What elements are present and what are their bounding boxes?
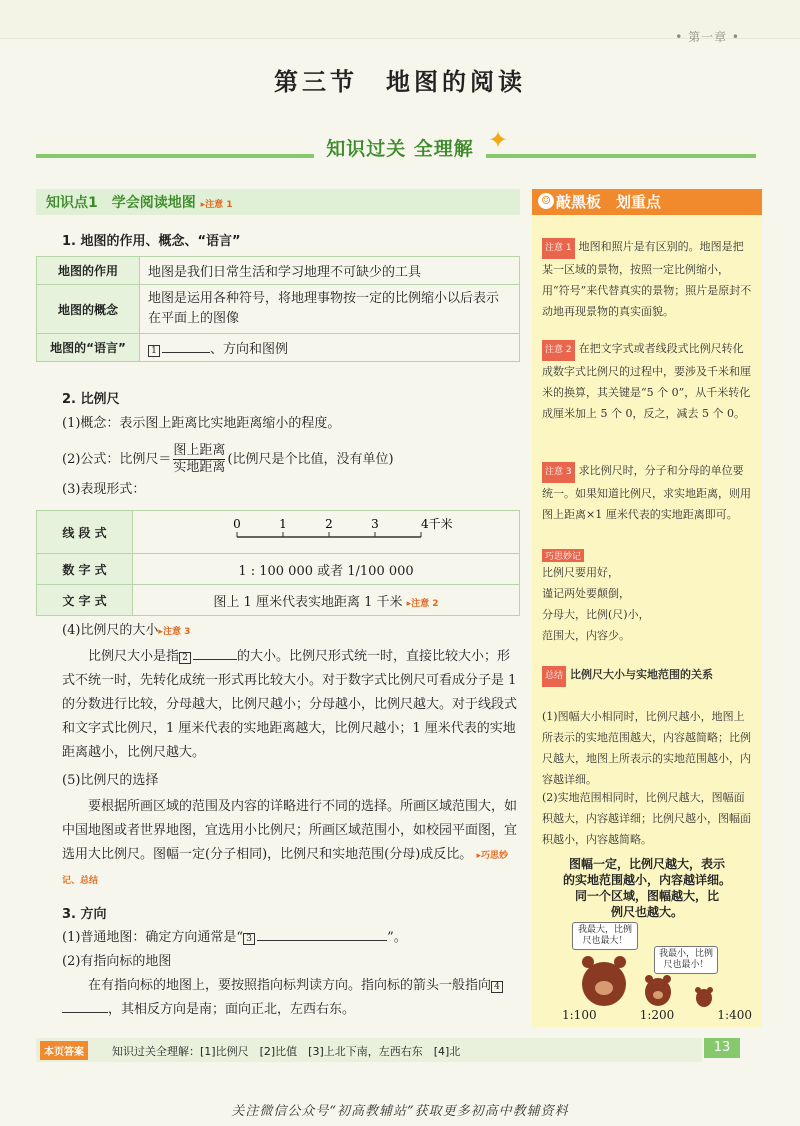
- dir-text-c: 在有指向标的地图上，要按照指向标判读方向。指向标的箭头一般指向: [88, 978, 492, 993]
- scale-concept: (1)概念：表示图上距离比实地距离缩小的程度。: [62, 416, 341, 431]
- choice-text: 要根据所画区域的范围及内容的详略进行不同的选择。所画区域范围大，如中国地图或者世界地图，宜选用小比例尺；所画区域范围小，如校园平面图，宜选用大比例尺。图幅一定(分子相同)，比例尺和实地范围(分母)成反比。: [62, 799, 518, 862]
- scale-tick-label: 2: [325, 517, 333, 531]
- section2-heading: 2. 比例尺: [62, 392, 120, 407]
- row-value-text: 、方向和图例: [210, 342, 289, 357]
- face-icon: ☺: [538, 193, 554, 209]
- blank-number: 3: [243, 933, 255, 945]
- small-bear-icon: [695, 987, 713, 1007]
- scale-tick-label: 4千米: [421, 517, 453, 531]
- formula-numerator: 图上距离: [173, 443, 226, 458]
- direction-p3: [62, 974, 518, 1022]
- memo-line: 谨记两处要颠倒，: [542, 587, 630, 600]
- memo-line: 范围大，内容少。: [542, 629, 630, 642]
- row-label: 线 段 式: [37, 511, 133, 554]
- runner-icon: ✦: [488, 126, 509, 154]
- note-badge: 注意 2: [542, 340, 575, 361]
- memo-badge-wrap: [542, 544, 588, 563]
- kp-title-text: 知识点1 学会阅读地图: [46, 195, 196, 211]
- size-label-text: (4)比例尺的大小: [62, 623, 159, 638]
- answer-blank: [162, 352, 210, 353]
- direction-p2: (2)有指向标的地图: [62, 954, 172, 969]
- scale-label: 1:100: [562, 1008, 597, 1022]
- dir-text-b: ”。: [387, 930, 407, 945]
- table-row: [37, 554, 520, 585]
- answer-blank: [193, 659, 237, 660]
- caption-line: 同一个区域，图幅越大，比: [574, 889, 719, 903]
- illustration-caption: [540, 856, 754, 920]
- banner-text: 知识过关 全理解: [314, 138, 486, 160]
- scale-formula: [62, 443, 394, 476]
- scale-label: 1:400: [717, 1008, 752, 1022]
- speech-bubble-small: 我最小，比例尺也最小！: [654, 946, 718, 974]
- caption-line: 的实地范围越小，内容越详细。: [562, 873, 731, 887]
- formula-fraction: [173, 443, 225, 476]
- large-bear-icon: [582, 956, 626, 1006]
- map-basics-table: [36, 256, 520, 362]
- table-row: [37, 257, 520, 285]
- summary-title: [542, 664, 754, 687]
- blank-number: 2: [179, 652, 191, 664]
- footer-note: 关注微信公众号“初高教辅站”获取更多初高中教辅资料: [231, 1104, 569, 1119]
- answer-blank: [257, 940, 387, 941]
- direction-p1: [62, 926, 407, 950]
- scale-tick-label: 0: [233, 517, 241, 531]
- note-text: 在把文字式或者线段式比例尺转化成数字式比例尺的过程中，要涉及千米和厘米的换算，其关键是“5 个 0”，从千米转化成厘米加上 5 个 0，反之，减去 5 个 0。: [542, 342, 751, 420]
- page-title: 第三节 地图的阅读: [274, 67, 526, 96]
- scale-forms-table: [36, 510, 520, 616]
- table-row: [37, 585, 520, 616]
- forms-label: (3)表现形式：: [62, 482, 146, 497]
- summary-title-text: 比例尺大小与实地范围的关系: [570, 668, 714, 681]
- chapter-label: • 第一章 •: [675, 30, 740, 44]
- formula-denominator: 实地距离: [173, 460, 226, 475]
- size-paragraph: [62, 645, 518, 765]
- answer-badge: 本页答案: [40, 1041, 88, 1060]
- row-label: 文 字 式: [37, 585, 133, 616]
- size-label: [62, 619, 190, 644]
- section3-heading: 3. 方向: [62, 907, 107, 922]
- row-label: 地图的概念: [37, 285, 140, 334]
- dir-text-d: ，其相反方向是南；面向正北，左西右东。: [108, 1002, 356, 1017]
- choice-label: (5)比例尺的选择: [62, 773, 159, 788]
- row-label: 地图的作用: [37, 257, 140, 285]
- table-row: [37, 334, 520, 362]
- scale-tick-label: 1: [279, 517, 287, 531]
- formula-suffix: (比例尺是个比值，没有单位): [227, 451, 394, 467]
- blank-number: 1: [148, 345, 160, 357]
- size-text-a: 比例尺大小是指: [88, 649, 180, 664]
- memo-lines: [542, 562, 754, 646]
- note-text: 地图和照片是有区别的。地图是把某一区域的景物，按照一定比例缩小，用“符号”来代替真实的景物；照片是原封不动地再现景物的真实面貌。: [542, 240, 752, 318]
- note-badge: 注意 3: [542, 462, 575, 483]
- row-label: 地图的“语言”: [37, 334, 140, 362]
- sidebar-note: [542, 460, 754, 525]
- summary-p1: (1)图幅大小相同时，比例尺越小，地图上所表示的实地范围越大，内容越简略；比例尺越大，地图上所表示的实地范围越小，内容越详细。: [542, 710, 751, 786]
- blank-number: 4: [491, 981, 503, 993]
- sidebar-title: 敲黑板 划重点: [556, 193, 662, 211]
- sidebar-note: [542, 338, 754, 424]
- sidebar-note: [542, 236, 754, 322]
- knowledge-point-title: [46, 192, 233, 212]
- page-number: 13: [704, 1038, 740, 1058]
- size-text-b: 的大小。比例尺形式统一时，直接比较大小；形式不统一时，先转化成统一形式再比较大小。对于数字式比例尺可看成分子是 1 的分数进行比较，分母越大，比例尺越小；分母越小，比例尺越大。对于线段式和文字式比例尺，1 厘米代表的实地距离越大，比例尺越小；1 厘米代表的实地距离越小，比例尺越大。: [62, 649, 518, 760]
- note-tag: ▸注意 1: [200, 200, 233, 210]
- summary-badge: 总结: [542, 666, 566, 687]
- note-tag: ▸注意 2: [406, 598, 439, 609]
- row-value: [140, 334, 520, 362]
- note-tag: ▸注意 3: [158, 627, 191, 637]
- note-tag: ▸巧思妙记、总结: [62, 851, 508, 886]
- note-badge: 注意 1: [542, 238, 575, 259]
- row-value: 1 : 100 000 或者 1/100 000: [133, 554, 520, 585]
- scale-label: 1:200: [639, 1008, 675, 1022]
- memo-line: 比例尺要用好，: [542, 566, 619, 579]
- medium-bear-icon: [645, 975, 671, 1006]
- line-scale-graphic: [141, 515, 511, 545]
- caption-line: 图幅一定，比例尺越大，表示: [568, 857, 725, 871]
- scale-tick-label: 3: [371, 517, 379, 531]
- line-scale-cell: [133, 511, 520, 554]
- table-row: [37, 285, 520, 334]
- choice-paragraph: [62, 795, 518, 893]
- speech-bubble-large: 我最大，比例尺也最大！: [572, 922, 638, 950]
- answer-text: 知识过关全理解：[1]比例尺 [2]比值 [3]上北下南，左西右东 [4]北: [112, 1045, 461, 1058]
- memo-line: 分母大，比例(尺)小，: [542, 608, 650, 621]
- summary-p2: (2)实地范围相同时，比例尺越大，图幅面积越大，内容越详细；比例尺越小，图幅面积越小，内容越简略。: [542, 791, 751, 846]
- text-scale-value: 图上 1 厘米代表实地距离 1 千米: [213, 594, 403, 610]
- row-value: [133, 585, 520, 616]
- row-label: 数 字 式: [37, 554, 133, 585]
- table-row: [37, 511, 520, 554]
- scale-labels: [562, 1008, 752, 1022]
- row-value: 地图是运用各种符号，将地理事物按一定的比例缩小以后表示在平面上的图像: [140, 285, 520, 334]
- bear-illustration: [566, 950, 746, 1008]
- formula-prefix: (2)公式：比例尺＝: [62, 451, 172, 467]
- section1-heading: 1. 地图的作用、概念、“语言”: [62, 234, 241, 249]
- dir-text-a: (1)普通地图：确定方向通常是“: [62, 930, 244, 945]
- note-text: 求比例尺时，分子和分母的单位要统一。如果知道比例尺，求实地距离，则用图上距离×1 厘米代表的实地距离即可。: [542, 464, 751, 521]
- caption-line: 例尺也越大。: [610, 905, 683, 919]
- memo-badge: 巧思妙记: [542, 549, 584, 562]
- section-banner: [0, 134, 800, 161]
- answer-blank: [62, 1012, 108, 1013]
- row-value: 地图是我们日常生活和学习地理不可缺少的工具: [140, 257, 520, 285]
